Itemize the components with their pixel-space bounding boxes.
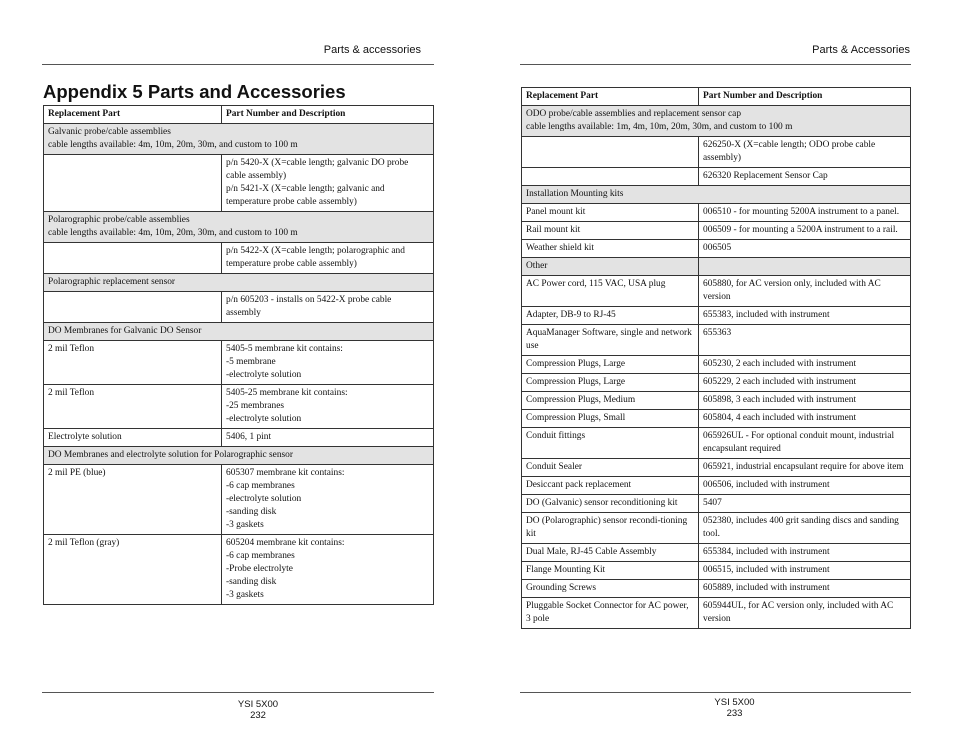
table-row [522,307,911,325]
part-name-cell: 2 mil Teflon (gray) [44,535,222,605]
part-name-cell: 2 mil Teflon [44,385,222,429]
table-row [522,428,911,459]
left-page [42,0,434,738]
table-row [522,325,911,356]
column-header-description: Part Number and Description [222,106,434,124]
part-description-cell: 605898, 3 each included with instrument [699,392,911,410]
part-name-cell [44,243,222,274]
column-header-part: Replacement Part [44,106,222,124]
page-number: 233 [726,708,743,719]
part-name-cell: Electrolyte solution [44,429,222,447]
section-row [44,447,434,465]
table-row [522,204,911,222]
section-heading: Installation Mounting kits [522,186,911,204]
page-footer [558,697,911,719]
right-page [520,0,911,738]
running-header: Parts & accessories [323,44,421,56]
column-header-part: Replacement Part [522,88,699,106]
part-description-cell: 605880, for AC version only, included with AC version [699,276,911,307]
section-row [44,124,434,155]
part-name-cell: Other [522,258,699,276]
table-row [522,410,911,428]
part-name-cell: Compression Plugs, Medium [522,392,699,410]
part-description-cell: 605307 membrane kit contains: -6 cap membranes -electrolyte solution -sanding disk -3 gaskets [222,465,434,535]
table-row [44,341,434,385]
part-name-cell: AC Power cord, 115 VAC, USA plug [522,276,699,307]
section-row [44,274,434,292]
section-heading: DO Membranes and electrolyte solution for Polarographic sensor [44,447,434,465]
part-description-cell: 605944UL, for AC version only, included with AC version [699,598,911,629]
part-name-cell: Compression Plugs, Small [522,410,699,428]
part-name-cell: 2 mil Teflon [44,341,222,385]
table-row [522,168,911,186]
part-description-cell: 065926UL - For optional conduit mount, industrial encapsulant required [699,428,911,459]
part-name-cell: Rail mount kit [522,222,699,240]
table-row [522,580,911,598]
page-footer [82,699,434,721]
part-name-cell [44,155,222,212]
part-name-cell: DO (Galvanic) sensor reconditioning kit [522,495,699,513]
section-row [522,186,911,204]
part-description-cell: 626250-X (X=cable length; ODO probe cable assembly) [699,137,911,168]
part-name-cell: Adapter, DB-9 to RJ-45 [522,307,699,325]
footer-label: YSI 5X00 [237,699,279,710]
part-name-cell: DO (Polarographic) sensor recondi-tioning kit [522,513,699,544]
part-description-cell [699,258,911,276]
part-description-cell: 065921, industrial encapsulant require for above item [699,459,911,477]
part-name-cell: Flange Mounting Kit [522,562,699,580]
part-description-cell: 5405-5 membrane kit contains: -5 membrane -electrolyte solution [222,341,434,385]
part-description-cell: p/n 5422-X (X=cable length; polarographic and temperature probe cable assembly) [222,243,434,274]
table-row [522,374,911,392]
part-description-cell: 006505 [699,240,911,258]
part-name-cell: Desiccant pack replacement [522,477,699,495]
table-body [522,106,911,629]
part-description-cell: 655384, included with instrument [699,544,911,562]
table-row [44,155,434,212]
section-heading: Polarographic probe/cable assemblies cable lengths available: 4m, 10m, 20m, 30m, and custom to 100 m [44,212,434,243]
table-row [522,137,911,168]
parts-table [521,87,911,629]
page-number: 232 [250,710,266,721]
header-rule [520,64,911,65]
part-name-cell: Compression Plugs, Large [522,356,699,374]
table-row [522,459,911,477]
part-description-cell: 605229, 2 each included with instrument [699,374,911,392]
part-description-cell: 006510 - for mounting 5200A instrument to a panel. [699,204,911,222]
part-description-cell: 655383, included with instrument [699,307,911,325]
part-name-cell: AquaManager Software, single and network use [522,325,699,356]
section-row [44,212,434,243]
header-rule [42,64,434,65]
table-header-row [522,88,911,106]
table-row [44,465,434,535]
part-description-cell: 605230, 2 each included with instrument [699,356,911,374]
part-name-cell: Conduit Sealer [522,459,699,477]
part-name-cell [522,168,699,186]
table-row [522,598,911,629]
section-row [522,106,911,137]
part-name-cell: Grounding Screws [522,580,699,598]
footer-rule [42,692,434,693]
table-row [44,385,434,429]
column-header-description: Part Number and Description [699,88,911,106]
part-description-cell: 655363 [699,325,911,356]
part-description-cell: 5405-25 membrane kit contains: -25 membranes -electrolyte solution [222,385,434,429]
table-row [522,562,911,580]
part-description-cell: p/n 5420-X (X=cable length; galvanic DO probe cable assembly) p/n 5421-X (X=cable length; galvanic and temperature probe cable assembly) [222,155,434,212]
table-row [44,243,434,274]
part-description-cell: 006506, included with instrument [699,477,911,495]
table-row [522,276,911,307]
table-body [44,124,434,605]
part-name-cell: Conduit fittings [522,428,699,459]
part-name-cell: Dual Male, RJ-45 Cable Assembly [522,544,699,562]
table-row [522,258,911,276]
parts-table [43,105,434,605]
table-row [522,392,911,410]
part-description-cell: 5406, 1 pint [222,429,434,447]
section-heading: Polarographic replacement sensor [44,274,434,292]
part-description-cell: p/n 605203 - installs on 5422-X probe cable assembly [222,292,434,323]
page-title: Appendix 5 Parts and Accessories [43,81,346,102]
part-name-cell [522,137,699,168]
table-row [522,477,911,495]
table-row [522,222,911,240]
table-row [44,429,434,447]
table-row [522,513,911,544]
section-heading: ODO probe/cable assemblies and replacement sensor cap cable lengths available: 1m, 4m, 10m, 20m, 30m, and custom to 100 m [522,106,911,137]
part-name-cell: Compression Plugs, Large [522,374,699,392]
section-row [44,323,434,341]
part-description-cell: 605889, included with instrument [699,580,911,598]
part-name-cell: Pluggable Socket Connector for AC power, 3 pole [522,598,699,629]
section-heading: DO Membranes for Galvanic DO Sensor [44,323,434,341]
table-row [522,495,911,513]
part-description-cell: 626320 Replacement Sensor Cap [699,168,911,186]
table-row [44,535,434,605]
part-name-cell: Panel mount kit [522,204,699,222]
part-name-cell: 2 mil PE (blue) [44,465,222,535]
part-description-cell: 605204 membrane kit contains: -6 cap membranes -Probe electrolyte -sanding disk -3 gaskets [222,535,434,605]
part-description-cell: 5407 [699,495,911,513]
section-heading: Galvanic probe/cable assemblies cable lengths available: 4m, 10m, 20m, 30m, and custom to 100 m [44,124,434,155]
table-row [522,356,911,374]
footer-label: YSI 5X00 [714,697,755,708]
table-row [522,544,911,562]
table-row [44,292,434,323]
part-description-cell: 605804, 4 each included with instrument [699,410,911,428]
running-header: Parts & Accessories [812,44,910,56]
part-description-cell: 006515, included with instrument [699,562,911,580]
table-header-row [44,106,434,124]
part-description-cell: 006509 - for mounting a 5200A instrument to a rail. [699,222,911,240]
part-name-cell: Weather shield kit [522,240,699,258]
table-row [522,240,911,258]
footer-rule [520,692,911,693]
part-name-cell [44,292,222,323]
part-description-cell: 052380, includes 400 grit sanding discs and sanding tool. [699,513,911,544]
